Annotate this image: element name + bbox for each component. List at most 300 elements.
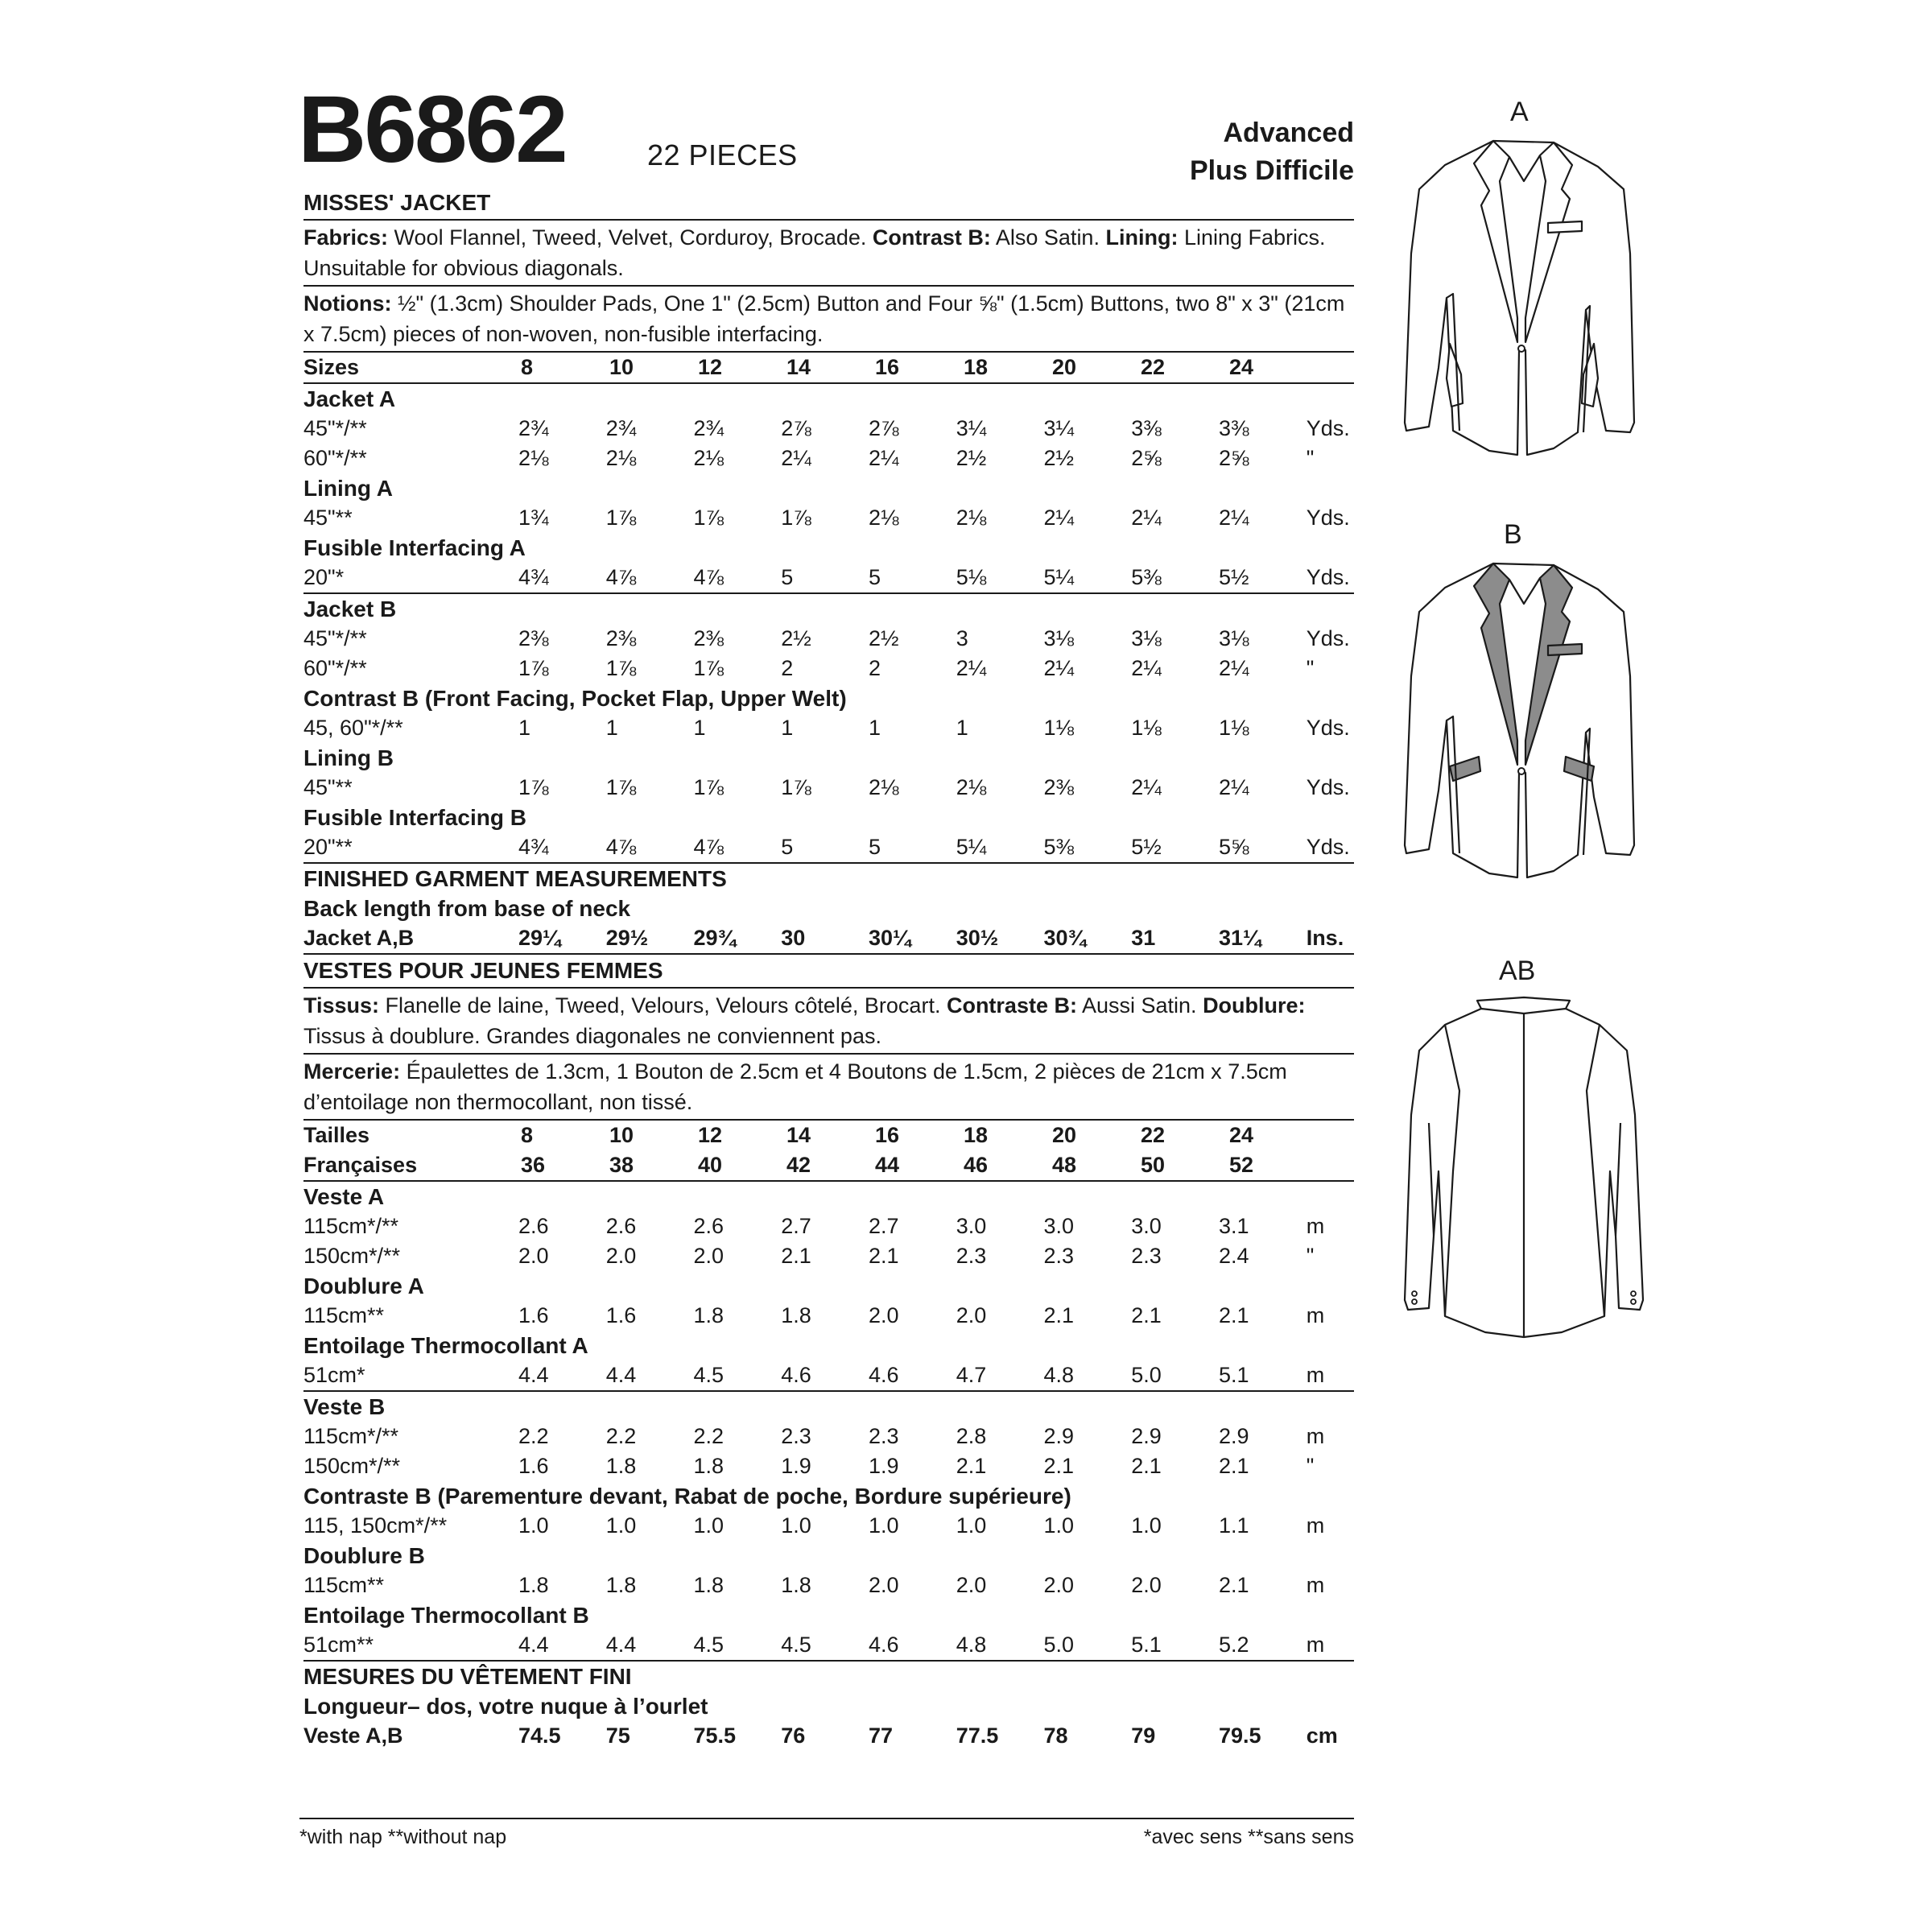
row-unit: Yds. bbox=[1306, 506, 1350, 530]
row-value: 1⅛ bbox=[1131, 716, 1162, 740]
row-value: 2⅝ bbox=[1218, 446, 1249, 470]
row-value: 2½ bbox=[1043, 446, 1074, 470]
tissus-label: Tissus: bbox=[303, 993, 380, 1018]
row-value: 1.8 bbox=[518, 1573, 549, 1597]
size-value: 8 bbox=[521, 1123, 534, 1147]
row-value: 2.7 bbox=[868, 1214, 899, 1238]
row-value: 29¼ bbox=[518, 926, 561, 950]
french-group-b bbox=[303, 1392, 1354, 1660]
row-value: 1⅞ bbox=[693, 656, 724, 680]
row-value: 1.8 bbox=[693, 1454, 724, 1478]
row-value: 3.0 bbox=[1131, 1214, 1162, 1238]
row-value: 1⅛ bbox=[1043, 716, 1074, 740]
row-value: 1⅞ bbox=[781, 775, 811, 799]
row-unit: m bbox=[1306, 1363, 1325, 1387]
measurement-row bbox=[303, 1721, 1354, 1751]
row-value: 2⅛ bbox=[868, 775, 899, 799]
row-value: 79 bbox=[1131, 1724, 1156, 1748]
row-value: 2⅜ bbox=[1043, 775, 1074, 799]
lining-label: Lining: bbox=[1105, 225, 1179, 250]
row-value: 1⅞ bbox=[605, 775, 637, 799]
row-value: 2¾ bbox=[605, 416, 637, 440]
row-value: 77.5 bbox=[956, 1724, 999, 1748]
row-label: 115, 150cm*/** bbox=[303, 1513, 448, 1538]
row-value: 5 bbox=[868, 835, 881, 859]
row-value: 2⅜ bbox=[605, 626, 637, 650]
group-title: Contraste B (Parementure devant, Rabat de poche, Bordure supérieure) bbox=[303, 1484, 1071, 1509]
row-value: 1⅞ bbox=[518, 775, 549, 799]
row-value: 4.4 bbox=[518, 1363, 549, 1387]
row-value: 31 bbox=[1131, 926, 1156, 950]
row-value: 1.6 bbox=[518, 1303, 549, 1327]
size-value: 12 bbox=[698, 1123, 723, 1147]
francaises-header-row bbox=[303, 1150, 1354, 1180]
row-value: 2.0 bbox=[1043, 1573, 1074, 1597]
row-value: 1 bbox=[518, 716, 530, 740]
row-unit: m bbox=[1306, 1573, 1325, 1597]
row-unit: " bbox=[1306, 446, 1315, 470]
row-value: 3⅛ bbox=[1131, 626, 1162, 650]
row-value: 75 bbox=[605, 1724, 630, 1748]
row-unit: m bbox=[1306, 1633, 1325, 1657]
row-value: 5⅛ bbox=[956, 565, 987, 589]
row-value: 2¼ bbox=[1218, 506, 1249, 530]
row-value: 1.9 bbox=[781, 1454, 811, 1478]
row-value: 5 bbox=[781, 565, 794, 589]
row-value: 2.6 bbox=[605, 1214, 637, 1238]
finished-measurements-title: FINISHED GARMENT MEASUREMENTS bbox=[303, 866, 727, 891]
sizes-label: Sizes bbox=[303, 355, 360, 379]
row-value: 2¼ bbox=[1218, 775, 1249, 799]
fabrics-paragraph bbox=[303, 221, 1354, 285]
row-value: 1.0 bbox=[868, 1513, 899, 1538]
row-value: 1.0 bbox=[1043, 1513, 1074, 1538]
row-value: 3.1 bbox=[1218, 1214, 1249, 1238]
row-value: 2.1 bbox=[956, 1454, 987, 1478]
size-value: 10 bbox=[609, 355, 634, 379]
row-unit: Yds. bbox=[1306, 565, 1350, 589]
row-value: 1⅛ bbox=[1218, 716, 1249, 740]
row-value: 2⅛ bbox=[956, 506, 987, 530]
row-value: 2.0 bbox=[518, 1244, 549, 1268]
row-value: 5⅜ bbox=[1043, 835, 1074, 859]
size-value: 16 bbox=[875, 355, 900, 379]
row-value: 2⅛ bbox=[956, 775, 987, 799]
size-value: 24 bbox=[1229, 1123, 1254, 1147]
row-value: 1.0 bbox=[956, 1513, 987, 1538]
level-french: Plus Difficile bbox=[1189, 155, 1354, 186]
row-value: 3.0 bbox=[1043, 1214, 1074, 1238]
row-value: 2⅜ bbox=[518, 626, 549, 650]
row-value: 2¼ bbox=[1218, 656, 1249, 680]
row-value: 1⅞ bbox=[781, 506, 811, 530]
fabrics-text: Wool Flannel, Tweed, Velvet, Corduroy, Brocade. bbox=[388, 225, 873, 250]
row-value: 2¼ bbox=[956, 656, 987, 680]
row-value: 2.2 bbox=[605, 1424, 637, 1448]
jacket-b-breast-pocket bbox=[1548, 644, 1582, 655]
row-label: 45"*/** bbox=[303, 416, 367, 440]
row-value: 2½ bbox=[868, 626, 899, 650]
row-label: 45"** bbox=[303, 775, 353, 799]
nap-legend-english: *with nap **without nap bbox=[299, 1826, 507, 1848]
row-value: 4⅞ bbox=[605, 565, 637, 589]
row-label: 45"*/** bbox=[303, 626, 367, 650]
view-label-a: A bbox=[1510, 97, 1529, 127]
row-unit: Yds. bbox=[1306, 416, 1350, 440]
row-value: 2½ bbox=[781, 626, 811, 650]
row-value: 2¾ bbox=[693, 416, 724, 440]
row-value: 3⅜ bbox=[1218, 416, 1249, 440]
row-value: 5 bbox=[868, 565, 881, 589]
row-value: 2¼ bbox=[1131, 775, 1162, 799]
group-title: Contrast B (Front Facing, Pocket Flap, Upper Welt) bbox=[303, 686, 847, 711]
size-value: 38 bbox=[609, 1153, 634, 1177]
row-value: 31¼ bbox=[1218, 926, 1261, 950]
row-value: 2⅛ bbox=[868, 506, 899, 530]
size-value: 14 bbox=[786, 1123, 811, 1147]
row-value: 1.8 bbox=[605, 1573, 637, 1597]
row-label: 115cm** bbox=[303, 1303, 385, 1327]
row-value: 3⅛ bbox=[1218, 626, 1249, 650]
row-value: 1⅞ bbox=[693, 775, 724, 799]
size-value: 8 bbox=[521, 355, 534, 379]
row-value: 2.3 bbox=[956, 1244, 987, 1268]
jacket-view-b-drawing bbox=[1397, 555, 1654, 910]
left-cuff-button-1 bbox=[1412, 1291, 1417, 1296]
row-value: 2.7 bbox=[781, 1214, 811, 1238]
jacket-a-body bbox=[1405, 141, 1634, 455]
row-value: 4.6 bbox=[868, 1633, 899, 1657]
size-value: 14 bbox=[786, 355, 811, 379]
row-value: 2 bbox=[868, 656, 881, 680]
size-value: 20 bbox=[1052, 355, 1077, 379]
row-value: 4.7 bbox=[956, 1363, 987, 1387]
row-unit: cm bbox=[1306, 1724, 1338, 1748]
row-label: 115cm** bbox=[303, 1573, 385, 1597]
group-title: Veste A bbox=[303, 1184, 385, 1209]
row-value: 1 bbox=[781, 716, 794, 740]
nap-legend-french: *avec sens **sans sens bbox=[1143, 1826, 1354, 1848]
jacket-a-breast-pocket bbox=[1548, 221, 1582, 233]
row-value: 2.0 bbox=[693, 1244, 724, 1268]
size-value: 44 bbox=[875, 1153, 900, 1177]
row-value: 2.2 bbox=[518, 1424, 549, 1448]
row-unit: m bbox=[1306, 1513, 1325, 1538]
pattern-number: B6862 bbox=[298, 76, 566, 183]
english-group-b bbox=[303, 594, 1354, 862]
english-title: MISSES' JACKET bbox=[303, 190, 491, 215]
size-value: 24 bbox=[1229, 355, 1254, 379]
row-value: 2.0 bbox=[956, 1303, 987, 1327]
fabrics-label: Fabrics: bbox=[303, 225, 389, 250]
size-value: 48 bbox=[1052, 1153, 1077, 1177]
size-value: 18 bbox=[964, 355, 989, 379]
row-value: 4.8 bbox=[1043, 1363, 1074, 1387]
row-value: 77 bbox=[868, 1724, 893, 1748]
row-value: 5 bbox=[781, 835, 794, 859]
row-value: 1⅞ bbox=[518, 656, 549, 680]
mercerie-paragraph bbox=[303, 1055, 1354, 1119]
row-value: 2.9 bbox=[1131, 1424, 1162, 1448]
size-value: 46 bbox=[964, 1153, 989, 1177]
doublure-text: Tissus à doublure. Grandes diagonales ne conviennent pas. bbox=[303, 1024, 881, 1048]
row-value: 5⅜ bbox=[1131, 565, 1162, 589]
jacket-b-button bbox=[1518, 768, 1525, 774]
row-value: 2.9 bbox=[1218, 1424, 1249, 1448]
row-label: 150cm*/** bbox=[303, 1454, 401, 1478]
finished-row bbox=[303, 923, 1354, 953]
row-value: 1⅞ bbox=[693, 506, 724, 530]
row-value: 4.6 bbox=[868, 1363, 899, 1387]
row-value: 1 bbox=[956, 716, 968, 740]
row-value: 2.3 bbox=[781, 1424, 811, 1448]
finished-measurements-subtitle: Back length from base of neck bbox=[303, 896, 631, 921]
row-value: 1 bbox=[605, 716, 618, 740]
row-value: 78 bbox=[1043, 1724, 1068, 1748]
sizes-header-row bbox=[303, 353, 1354, 382]
row-label: 20"* bbox=[303, 565, 345, 589]
row-value: 4.5 bbox=[693, 1363, 724, 1387]
row-value: 2½ bbox=[956, 446, 987, 470]
row-value: 2.1 bbox=[781, 1244, 811, 1268]
group-title: Doublure A bbox=[303, 1274, 424, 1298]
jacket-b-body bbox=[1405, 564, 1634, 877]
row-value: 5.2 bbox=[1218, 1633, 1249, 1657]
row-value: 1⅞ bbox=[605, 656, 637, 680]
yardage-chart bbox=[303, 187, 1354, 1751]
size-value: 40 bbox=[698, 1153, 723, 1177]
measurement-row bbox=[303, 1511, 1354, 1541]
notions-label: Notions: bbox=[303, 291, 392, 316]
row-value: 30 bbox=[781, 926, 806, 950]
right-cuff-button-1 bbox=[1631, 1291, 1636, 1296]
row-label: 51cm* bbox=[303, 1363, 365, 1387]
measurement-row bbox=[303, 414, 1354, 444]
jacket-a-button bbox=[1518, 345, 1525, 352]
row-value: 3 bbox=[956, 626, 968, 650]
row-value: 2¼ bbox=[1043, 506, 1074, 530]
row-value: 1.0 bbox=[518, 1513, 549, 1538]
row-value: 2¼ bbox=[1043, 656, 1074, 680]
row-value: 1⅞ bbox=[605, 506, 637, 530]
row-value: 5.0 bbox=[1043, 1633, 1074, 1657]
measurement-row bbox=[303, 1241, 1354, 1271]
row-value: 1.0 bbox=[781, 1513, 811, 1538]
row-unit: Yds. bbox=[1306, 835, 1350, 859]
level-english: Advanced bbox=[1223, 118, 1354, 148]
size-value: 22 bbox=[1141, 1123, 1166, 1147]
row-value: 2.1 bbox=[1043, 1303, 1074, 1327]
row-value: 2.1 bbox=[1131, 1454, 1162, 1478]
size-value: 22 bbox=[1141, 355, 1166, 379]
measurement-row bbox=[303, 923, 1354, 953]
measurement-row bbox=[303, 773, 1354, 803]
row-value: 2.9 bbox=[1043, 1424, 1074, 1448]
row-label: Veste A,B bbox=[303, 1724, 403, 1748]
group-title: Fusible Interfacing A bbox=[303, 535, 526, 560]
tissus-paragraph bbox=[303, 989, 1354, 1053]
row-value: 76 bbox=[781, 1724, 806, 1748]
row-label: 60"*/** bbox=[303, 446, 367, 470]
measurement-row bbox=[303, 1301, 1354, 1331]
row-value: 1.8 bbox=[693, 1303, 724, 1327]
measurement-row bbox=[303, 1571, 1354, 1600]
measurement-row bbox=[303, 1360, 1354, 1390]
row-value: 5½ bbox=[1218, 565, 1249, 589]
measurement-row bbox=[303, 1212, 1354, 1241]
row-value: 2.6 bbox=[693, 1214, 724, 1238]
size-value: 52 bbox=[1229, 1153, 1254, 1177]
difficulty-level bbox=[1190, 114, 1354, 190]
right-cuff-button-2 bbox=[1631, 1299, 1636, 1304]
size-value: 50 bbox=[1141, 1153, 1166, 1177]
measurement-row bbox=[303, 713, 1354, 743]
row-value: 4⅞ bbox=[693, 835, 724, 859]
row-value: 2.1 bbox=[1043, 1454, 1074, 1478]
measurement-row bbox=[303, 654, 1354, 683]
row-label: Jacket A,B bbox=[303, 926, 415, 950]
row-value: 4.4 bbox=[605, 1363, 637, 1387]
group-title: Fusible Interfacing B bbox=[303, 805, 526, 830]
footer-divider bbox=[299, 1818, 1354, 1819]
row-value: 3¼ bbox=[956, 416, 987, 440]
row-value: 3⅛ bbox=[1043, 626, 1074, 650]
jacket-back-view-drawing bbox=[1397, 994, 1654, 1348]
row-value: 4.5 bbox=[781, 1633, 811, 1657]
row-label: 45, 60"*/** bbox=[303, 716, 403, 740]
pieces-count: 22 PIECES bbox=[647, 138, 798, 171]
row-value: 2.0 bbox=[868, 1303, 899, 1327]
row-unit: " bbox=[1306, 656, 1315, 680]
row-value: 2.6 bbox=[518, 1214, 549, 1238]
jacket-a-right-pocket bbox=[1582, 344, 1598, 407]
row-value: 1¾ bbox=[518, 506, 549, 530]
size-value: 36 bbox=[521, 1153, 546, 1177]
row-label: 115cm*/** bbox=[303, 1424, 399, 1448]
row-value: 2.2 bbox=[693, 1424, 724, 1448]
row-unit: Yds. bbox=[1306, 775, 1350, 799]
row-value: 2.0 bbox=[1131, 1573, 1162, 1597]
group-title: Doublure B bbox=[303, 1543, 425, 1568]
row-value: 2¼ bbox=[1131, 656, 1162, 680]
row-value: 1.8 bbox=[605, 1454, 637, 1478]
row-value: 2⅞ bbox=[868, 416, 899, 440]
measurement-row bbox=[303, 1630, 1354, 1660]
row-value: 1.6 bbox=[605, 1303, 637, 1327]
row-unit: Yds. bbox=[1306, 716, 1350, 740]
size-value: 42 bbox=[786, 1153, 811, 1177]
row-value: 2.3 bbox=[1131, 1244, 1162, 1268]
group-title: Jacket B bbox=[303, 597, 397, 621]
mercerie-text: Épaulettes de 1.3cm, 1 Bouton de 2.5cm et 4 Boutons de 1.5cm, 2 pièces de 21cm x 7.5cm d’entoilage non thermocollant, non tissé. bbox=[303, 1059, 1287, 1114]
row-value: 5.0 bbox=[1131, 1363, 1162, 1387]
row-value: 2.4 bbox=[1218, 1244, 1249, 1268]
group-title: Lining A bbox=[303, 476, 393, 501]
row-value: 2.1 bbox=[1218, 1573, 1249, 1597]
tissus-text: Flanelle de laine, Tweed, Velours, Velours côtelé, Brocart. bbox=[379, 993, 947, 1018]
row-value: 30¼ bbox=[868, 926, 911, 950]
contrast-text: Also Satin. bbox=[990, 225, 1106, 250]
row-label: 60"*/** bbox=[303, 656, 367, 680]
row-value: 1.8 bbox=[781, 1303, 811, 1327]
row-value: 2.0 bbox=[956, 1573, 987, 1597]
measurement-row bbox=[303, 832, 1354, 862]
notions-paragraph bbox=[303, 287, 1354, 351]
francaises-label: Françaises bbox=[303, 1153, 418, 1177]
measurement-row bbox=[303, 444, 1354, 473]
jacket-view-a-drawing bbox=[1397, 133, 1654, 487]
doublure-label: Doublure: bbox=[1203, 993, 1306, 1018]
row-value: 1.9 bbox=[868, 1454, 899, 1478]
row-value: 3¼ bbox=[1043, 416, 1074, 440]
row-value: 1.0 bbox=[605, 1513, 637, 1538]
row-unit: m bbox=[1306, 1424, 1325, 1448]
row-value: 4¾ bbox=[518, 565, 549, 589]
row-value: 4.6 bbox=[781, 1363, 811, 1387]
row-value: 5.1 bbox=[1218, 1363, 1249, 1387]
row-label: 150cm*/** bbox=[303, 1244, 401, 1268]
group-title: Veste B bbox=[303, 1394, 386, 1419]
row-value: 5½ bbox=[1131, 835, 1162, 859]
row-unit: m bbox=[1306, 1214, 1325, 1238]
row-value: 2⅜ bbox=[693, 626, 724, 650]
row-value: 2⅛ bbox=[518, 446, 549, 470]
row-value: 3.0 bbox=[956, 1214, 987, 1238]
size-value: 10 bbox=[609, 1123, 634, 1147]
size-value: 18 bbox=[964, 1123, 989, 1147]
french-group-a bbox=[303, 1182, 1354, 1390]
row-label: 51cm** bbox=[303, 1633, 374, 1657]
row-value: 2.3 bbox=[1043, 1244, 1074, 1268]
measurement-row bbox=[303, 624, 1354, 654]
row-value: 75.5 bbox=[693, 1724, 736, 1748]
row-value: 2.1 bbox=[868, 1244, 899, 1268]
row-value: 2.0 bbox=[868, 1573, 899, 1597]
row-value: 4¾ bbox=[518, 835, 549, 859]
group-title: Lining B bbox=[303, 745, 394, 770]
row-value: 1.8 bbox=[693, 1573, 724, 1597]
row-label: 20"** bbox=[303, 835, 353, 859]
group-title: Jacket A bbox=[303, 386, 396, 411]
row-value: 1 bbox=[868, 716, 881, 740]
tailles-header-row bbox=[303, 1121, 1354, 1150]
group-title: Entoilage Thermocollant A bbox=[303, 1333, 588, 1358]
row-value: 2.3 bbox=[868, 1424, 899, 1448]
view-label-b: B bbox=[1504, 519, 1522, 550]
tailles-label: Tailles bbox=[303, 1123, 370, 1147]
row-value: 1.1 bbox=[1218, 1513, 1249, 1538]
view-label-ab: AB bbox=[1499, 956, 1536, 986]
size-value: 16 bbox=[875, 1123, 900, 1147]
measurement-row bbox=[303, 1451, 1354, 1481]
lining-text: Lining Fabrics. Unsuitable for obvious diagonals. bbox=[303, 225, 1326, 280]
row-value: 4.4 bbox=[605, 1633, 637, 1657]
mesures-row bbox=[303, 1721, 1354, 1751]
row-value: 30½ bbox=[956, 926, 999, 950]
row-value: 5.1 bbox=[1131, 1633, 1162, 1657]
row-value: 1.8 bbox=[781, 1573, 811, 1597]
row-value: 74.5 bbox=[518, 1724, 561, 1748]
row-label: 115cm*/** bbox=[303, 1214, 399, 1238]
row-value: 4.8 bbox=[956, 1633, 987, 1657]
contraste-label: Contraste B: bbox=[946, 993, 1077, 1018]
mesures-title: MESURES DU VÊTEMENT FINI bbox=[303, 1664, 632, 1689]
row-unit: m bbox=[1306, 1303, 1325, 1327]
mesures-subtitle: Longueur– dos, votre nuque à l’ourlet bbox=[303, 1694, 708, 1719]
row-value: 1.6 bbox=[518, 1454, 549, 1478]
row-value: 4⅞ bbox=[693, 565, 724, 589]
row-value: 1.0 bbox=[693, 1513, 724, 1538]
